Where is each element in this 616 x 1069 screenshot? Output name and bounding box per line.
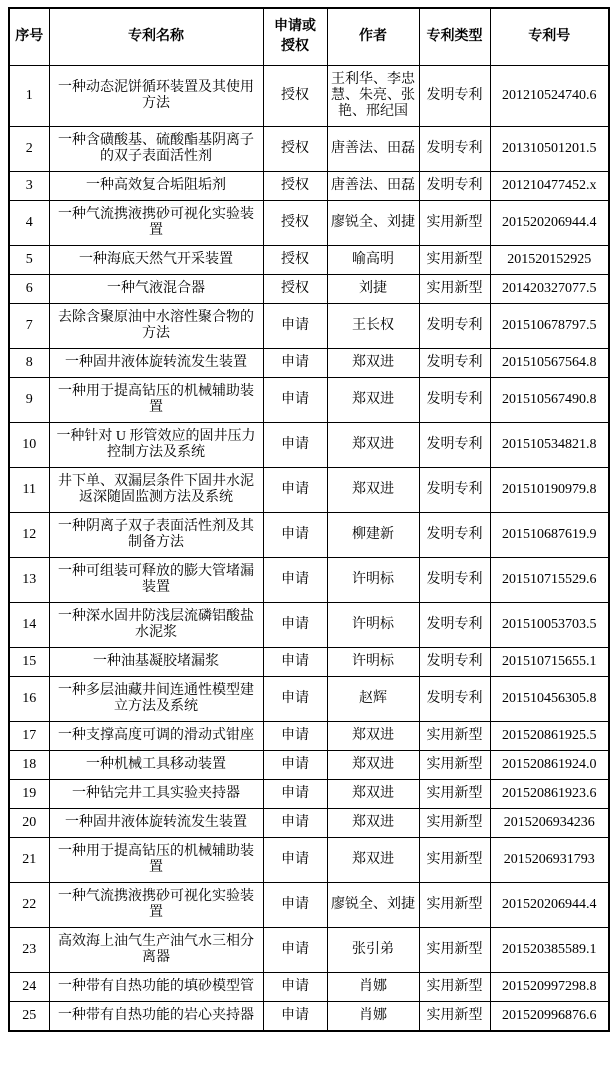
header-row [9,8,609,66]
row-number-cell: 16 [9,677,49,722]
table-row [9,468,609,513]
authors-cell: 廖锐全、刘捷 [327,883,419,928]
table-row [9,304,609,349]
table-row [9,201,609,246]
patent-number-cell: 201520861925.5 [490,722,609,751]
patent-number-cell: 201520385589.1 [490,928,609,973]
status-cell: 申请 [263,751,327,780]
authors-cell: 唐善法、田磊 [327,172,419,201]
patent-name-cell: 一种机械工具移动装置 [49,751,263,780]
patent-name-cell: 一种支撑高度可调的滑动式钳座 [49,722,263,751]
authors-cell: 许明标 [327,558,419,603]
authors-cell: 许明标 [327,648,419,677]
row-number-cell: 11 [9,468,49,513]
patent-number-cell: 201510534821.8 [490,423,609,468]
row-number-cell: 5 [9,246,49,275]
status-cell: 授权 [263,201,327,246]
patent-name-cell: 高效海上油气生产油气水三相分离器 [49,928,263,973]
patent-name-cell: 一种多层油藏井间连通性模型建立方法及系统 [49,677,263,722]
patent-number-cell: 201210477452.x [490,172,609,201]
row-number-cell: 20 [9,809,49,838]
patent-type-cell: 实用新型 [419,722,490,751]
patent-type-cell: 发明专利 [419,172,490,201]
status-cell: 申请 [263,423,327,468]
patent-type-cell: 实用新型 [419,838,490,883]
status-cell: 授权 [263,172,327,201]
column-header-patent-name: 专利名称 [49,8,263,66]
patent-type-cell: 实用新型 [419,973,490,1002]
authors-cell: 许明标 [327,603,419,648]
row-number-cell: 8 [9,349,49,378]
patent-number-cell: 201520861923.6 [490,780,609,809]
table-row [9,722,609,751]
status-cell: 授权 [263,275,327,304]
patent-type-cell: 发明专利 [419,304,490,349]
status-cell: 申请 [263,468,327,513]
table-row [9,66,609,127]
patent-number-cell: 201510678797.5 [490,304,609,349]
column-header-row-number: 序号 [9,8,49,66]
status-cell: 申请 [263,513,327,558]
table-row [9,275,609,304]
patent-number-cell: 201520996876.6 [490,1002,609,1032]
status-cell: 申请 [263,558,327,603]
table-row [9,127,609,172]
patent-name-cell: 一种固井液体旋转流发生装置 [49,349,263,378]
patent-number-cell: 201510687619.9 [490,513,609,558]
authors-cell: 唐善法、田磊 [327,127,419,172]
patent-name-cell: 一种高效复合垢阻垢剂 [49,172,263,201]
patent-name-cell: 一种钻完井工具实验夹持器 [49,780,263,809]
patent-name-cell: 一种气液混合器 [49,275,263,304]
row-number-cell: 19 [9,780,49,809]
status-cell: 申请 [263,648,327,677]
patent-number-cell: 2015206934236 [490,809,609,838]
status-cell: 申请 [263,349,327,378]
patent-type-cell: 实用新型 [419,275,490,304]
row-number-cell: 24 [9,973,49,1002]
row-number-cell: 12 [9,513,49,558]
authors-cell: 郑双进 [327,468,419,513]
table-row [9,558,609,603]
patent-name-cell: 一种气流携液携砂可视化实验装置 [49,201,263,246]
authors-cell: 廖锐全、刘捷 [327,201,419,246]
patent-name-cell: 一种动态泥饼循环装置及其使用方法 [49,66,263,127]
row-number-cell: 17 [9,722,49,751]
patent-number-cell: 201510190979.8 [490,468,609,513]
patent-number-cell: 201510456305.8 [490,677,609,722]
status-cell: 授权 [263,66,327,127]
table-row [9,838,609,883]
patent-name-cell: 一种气流携液携砂可视化实验装置 [49,883,263,928]
authors-cell: 郑双进 [327,423,419,468]
authors-cell: 王长权 [327,304,419,349]
authors-cell: 刘捷 [327,275,419,304]
patent-name-cell: 一种带有自热功能的岩心夹持器 [49,1002,263,1032]
row-number-cell: 18 [9,751,49,780]
table-row [9,349,609,378]
patent-name-cell: 去除含聚原油中水溶性聚合物的方法 [49,304,263,349]
patent-number-cell: 201310501201.5 [490,127,609,172]
table-row [9,603,609,648]
status-cell: 申请 [263,722,327,751]
status-cell: 申请 [263,883,327,928]
patent-number-cell: 201520152925 [490,246,609,275]
patent-number-cell: 201520861924.0 [490,751,609,780]
patent-type-cell: 发明专利 [419,558,490,603]
status-cell: 授权 [263,127,327,172]
authors-cell: 郑双进 [327,378,419,423]
patent-type-cell: 实用新型 [419,1002,490,1032]
authors-cell: 喻高明 [327,246,419,275]
patent-type-cell: 发明专利 [419,349,490,378]
patent-name-cell: 一种含磺酸基、硫酸酯基阴离子的双子表面活性剂 [49,127,263,172]
authors-cell: 柳建新 [327,513,419,558]
table-row [9,973,609,1002]
table-row [9,648,609,677]
patent-type-cell: 实用新型 [419,201,490,246]
row-number-cell: 13 [9,558,49,603]
patent-type-cell: 实用新型 [419,780,490,809]
patent-number-cell: 201510715655.1 [490,648,609,677]
table-row [9,780,609,809]
row-number-cell: 9 [9,378,49,423]
row-number-cell: 25 [9,1002,49,1032]
authors-cell: 郑双进 [327,809,419,838]
authors-cell: 郑双进 [327,349,419,378]
authors-cell: 肖娜 [327,973,419,1002]
patent-type-cell: 实用新型 [419,883,490,928]
patent-type-cell: 实用新型 [419,809,490,838]
patent-type-cell: 发明专利 [419,468,490,513]
row-number-cell: 7 [9,304,49,349]
patent-type-cell: 发明专利 [419,677,490,722]
table-row [9,513,609,558]
patent-type-cell: 发明专利 [419,378,490,423]
patent-number-cell: 201520206944.4 [490,201,609,246]
table-row [9,809,609,838]
status-cell: 申请 [263,677,327,722]
authors-cell: 郑双进 [327,780,419,809]
patent-type-cell: 发明专利 [419,423,490,468]
patent-type-cell: 发明专利 [419,513,490,558]
table-row [9,677,609,722]
column-header-patent-number: 专利号 [490,8,609,66]
patent-number-cell: 201510053703.5 [490,603,609,648]
status-cell: 申请 [263,838,327,883]
table-row [9,883,609,928]
authors-cell: 赵辉 [327,677,419,722]
status-cell: 申请 [263,780,327,809]
row-number-cell: 2 [9,127,49,172]
patent-name-cell: 一种针对 U 形管效应的固井压力控制方法及系统 [49,423,263,468]
patent-name-cell: 一种深水固井防浅层流磷铝酸盐水泥浆 [49,603,263,648]
patent-number-cell: 201210524740.6 [490,66,609,127]
row-number-cell: 14 [9,603,49,648]
patent-table-header [9,8,609,66]
row-number-cell: 15 [9,648,49,677]
patent-number-cell: 201520206944.4 [490,883,609,928]
patent-name-cell: 一种用于提高钻压的机械辅助装置 [49,378,263,423]
authors-cell: 郑双进 [327,751,419,780]
patent-number-cell: 201420327077.5 [490,275,609,304]
patent-name-cell: 一种带有自热功能的填砂模型管 [49,973,263,1002]
table-row [9,172,609,201]
authors-cell: 郑双进 [327,838,419,883]
column-header-status: 申请或授权 [263,8,327,66]
authors-cell: 王利华、李忠慧、朱亮、张艳、邢纪国 [327,66,419,127]
table-row [9,1002,609,1032]
row-number-cell: 3 [9,172,49,201]
row-number-cell: 22 [9,883,49,928]
authors-cell: 郑双进 [327,722,419,751]
patent-number-cell: 2015206931793 [490,838,609,883]
patent-number-cell: 201520997298.8 [490,973,609,1002]
row-number-cell: 10 [9,423,49,468]
patent-number-cell: 201510567490.8 [490,378,609,423]
patent-type-cell: 实用新型 [419,928,490,973]
row-number-cell: 4 [9,201,49,246]
patent-name-cell: 一种可组装可释放的膨大管堵漏装置 [49,558,263,603]
patent-name-cell: 一种用于提高钻压的机械辅助装置 [49,838,263,883]
table-row [9,928,609,973]
patent-type-cell: 实用新型 [419,751,490,780]
status-cell: 申请 [263,928,327,973]
row-number-cell: 1 [9,66,49,127]
status-cell: 申请 [263,304,327,349]
status-cell: 授权 [263,246,327,275]
column-header-authors: 作者 [327,8,419,66]
status-cell: 申请 [263,1002,327,1032]
patent-type-cell: 实用新型 [419,246,490,275]
status-cell: 申请 [263,809,327,838]
row-number-cell: 21 [9,838,49,883]
patent-type-cell: 发明专利 [419,648,490,677]
patent-name-cell: 一种海底天然气开采装置 [49,246,263,275]
status-cell: 申请 [263,973,327,1002]
patent-table [8,7,610,1032]
patent-type-cell: 发明专利 [419,127,490,172]
patent-number-cell: 201510567564.8 [490,349,609,378]
patent-name-cell: 一种阴离子双子表面活性剂及其制备方法 [49,513,263,558]
table-row [9,423,609,468]
status-cell: 申请 [263,603,327,648]
patent-type-cell: 发明专利 [419,66,490,127]
column-header-patent-type: 专利类型 [419,8,490,66]
patent-type-cell: 发明专利 [419,603,490,648]
table-row [9,378,609,423]
row-number-cell: 23 [9,928,49,973]
patent-name-cell: 一种固井液体旋转流发生装置 [49,809,263,838]
authors-cell: 张引弟 [327,928,419,973]
patent-number-cell: 201510715529.6 [490,558,609,603]
table-row [9,751,609,780]
patent-name-cell: 一种油基凝胶堵漏浆 [49,648,263,677]
patent-table-body [9,66,609,1032]
authors-cell: 肖娜 [327,1002,419,1032]
table-row [9,246,609,275]
patent-name-cell: 井下单、双漏层条件下固井水泥返深随固监测方法及系统 [49,468,263,513]
status-cell: 申请 [263,378,327,423]
row-number-cell: 6 [9,275,49,304]
